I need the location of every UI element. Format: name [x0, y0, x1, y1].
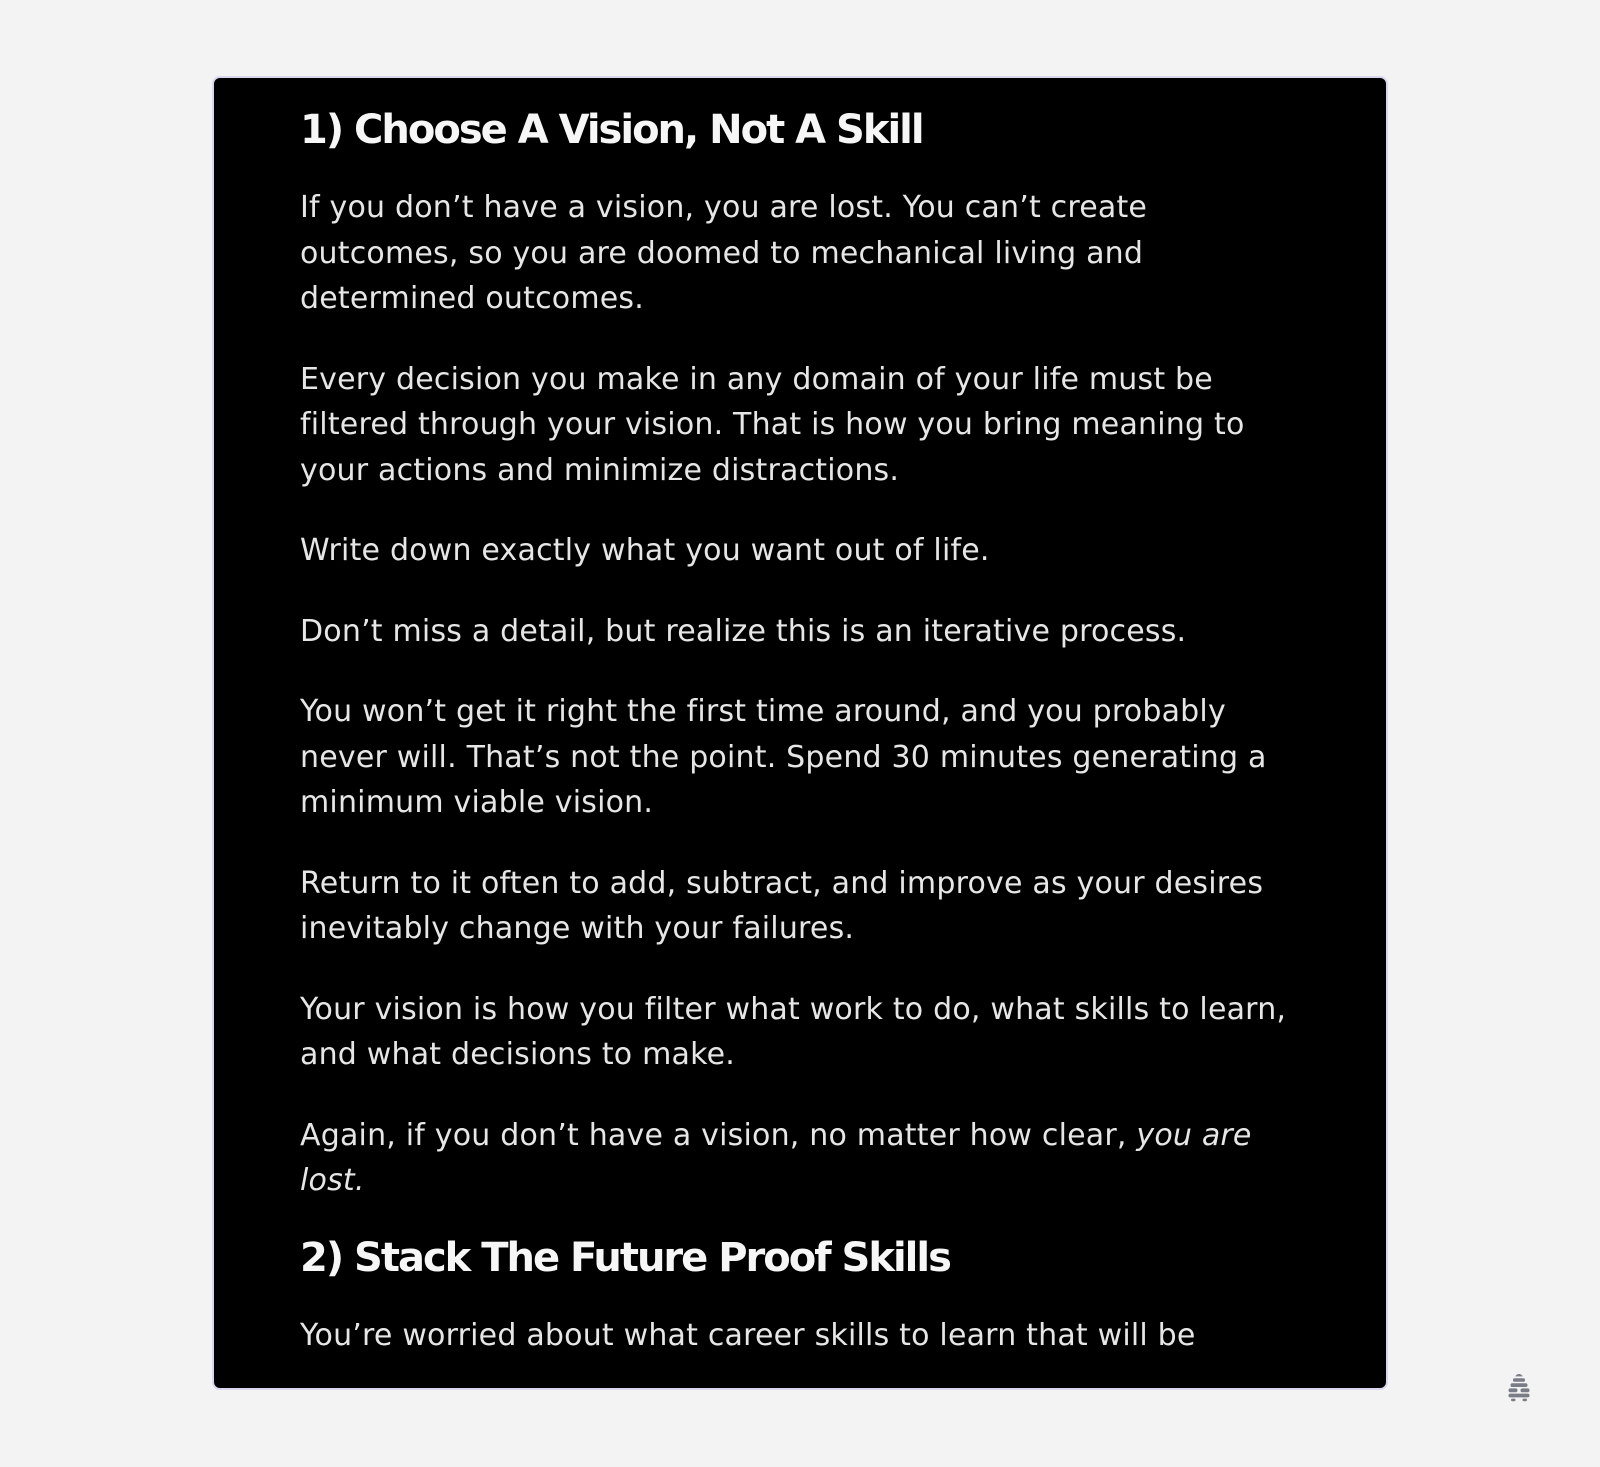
paragraph: You’re worried about what career skills to learn that will be: [300, 1317, 1196, 1353]
paragraph: Your vision is how you filter what work to do, what skills to learn, and what decisions to make.: [300, 991, 1287, 1072]
article-card: [212, 76, 1388, 1390]
paragraph: Return to it often to add, subtract, and improve as your desires inevitably change with your failures.: [300, 865, 1264, 946]
emphasis-text: you are lost.: [300, 1117, 1252, 1198]
section-heading-2: 2) Stack The Future Proof Skills: [300, 1234, 950, 1281]
paragraph: Don’t miss a detail, but realize this is an iterative process.: [300, 613, 1187, 649]
beehive-icon[interactable]: [1504, 1372, 1534, 1402]
paragraph-with-emphasis: [300, 1113, 1300, 1204]
paragraph-lead: Again, if you don’t have a vision, no matter how clear,: [300, 1117, 1137, 1153]
paragraph: Every decision you make in any domain of your life must be filtered through your vision. That is how you bring meaning to your actions and minimize distractions.: [300, 361, 1245, 488]
section-heading-1: 1) Choose A Vision, Not A Skill: [300, 107, 923, 153]
paragraph: Write down exactly what you want out of life.: [300, 533, 990, 568]
article-content: [300, 104, 1300, 1358]
paragraph: You won’t get it right the first time around, and you probably never will. That’s not the point. Spend 30 minutes generating a minimum viable vision.: [300, 694, 1267, 820]
paragraph: If you don’t have a vision, you are lost. You can’t create outcomes, so you are doomed to mechanical living and determined outcomes.: [300, 190, 1148, 316]
